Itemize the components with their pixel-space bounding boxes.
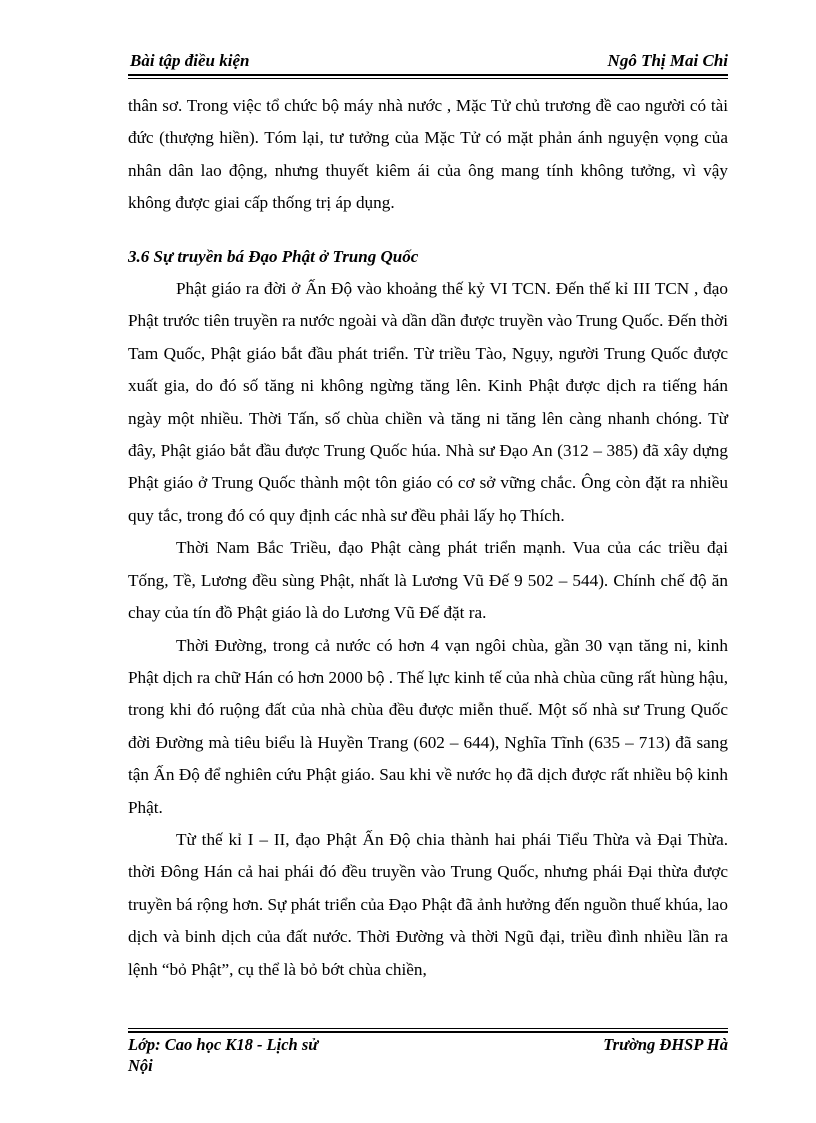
footer-school-name: Trường ĐHSP Hà <box>603 1035 728 1054</box>
footer-class-label-wrap: Nội <box>128 1056 153 1075</box>
header-rule-thick <box>128 74 728 76</box>
footer-rule-thin <box>128 1028 728 1029</box>
paragraph-thoi-duong: Thời Đường, trong cả nước có hơn 4 vạn ngôi chùa, gần 30 vạn tăng ni, kinh Phật dịch ra chữ Hán có hơn 2000 bộ . Thế lực kinh tế của nhà chùa cũng rất hùng hậu, trong khi đó ruộng đất của nhà chùa đều được miễn thuế. Một số nhà sư Trung Quốc đời Đường mà tiêu biểu là Huyền Trang (602 – 644), Nghĩa Tĩnh (635 – 713) đã sang tận Ấn Độ để nghiên cứu Phật giáo. Sau khi về nước họ đã dịch được rất nhiều bộ kinh Phật. <box>128 635 728 817</box>
paragraph-nam-bac-trieu: Thời Nam Bắc Triều, đạo Phật càng phát triển mạnh. Vua của các triều đại Tống, Tề, Lương đều sùng Phật, nhất là Lương Vũ Đế 9 502 – 544). Chính chế độ ăn chay của tín đồ Phật giáo là do Lương Vũ Đế đặt ra. <box>128 538 728 623</box>
header-course-title: Bài tập điều kiện <box>130 51 250 70</box>
section-heading: 3.6 Sự truyền bá Đạo Phật ở Trung Quốc <box>128 246 419 266</box>
paragraph-tieu-thua-dai-thua: Từ thế kỉ I – II, đạo Phật Ấn Độ chia thành hai phái Tiểu Thừa và Đại Thừa. thời Đông Hán cả hai phái đó đều truyền vào Trung Quốc, nhưng phái Đại thừa được truyền bá rộng hơn. Sự phát triển của Đạo Phật đã ảnh hưởng đến nguồn thuế khúa, lao dịch và binh dịch của đất nước. Thời Đường và thời Ngũ đại, triều đình nhiều lần ra lệnh “bỏ Phật”, cụ thể là bỏ bớt chùa chiền, <box>128 829 728 979</box>
header-rule-thin <box>128 78 728 79</box>
page-header <box>130 48 728 74</box>
paragraph-origin: Phật giáo ra đời ở Ấn Độ vào khoảng thế kỷ VI TCN. Đến thế kỉ III TCN , đạo Phật trước tiên truyền ra nước ngoài và dần dần được truyền vào Trung Quốc. Đến thời Tam Quốc, Phật giáo bắt đầu phát triển. Từ triều Tào, Ngụy, người Trung Quốc được xuất gia, do đó số tăng ni không ngừng tăng lên. Kinh Phật được dịch ra tiếng hán ngày một nhiều. Thời Tấn, số chùa chiền và tăng ni tăng lên càng nhanh chóng. Từ đây, Phật giáo bắt đầu được Trung Quốc húa. Nhà sư Đạo An (312 – 385) đã xây dựng Phật giáo ở Trung Quốc thành một tôn giáo có cơ sở vững chắc. Ông còn đặt ra nhiều quy tắc, trong đó có quy định các nhà sư đều phải lấy họ Thích. <box>128 279 728 525</box>
page-body <box>128 90 728 986</box>
header-author-name: Ngô Thị Mai Chi <box>607 51 728 70</box>
paragraph-continuation: thân sơ. Trong việc tổ chức bộ máy nhà nước , Mặc Tử chủ trương đề cao người có tài đức (thượng hiền). Tóm lại, tư tưởng của Mặc Tử có mặt phản ánh nguyện vọng của nhân dân lao động, nhưng thuyết kiêm ái của ông mang tính không tưởng, vì vậy không được giai cấp thống trị áp dụng. <box>128 96 728 213</box>
footer-class-label: Lớp: Cao học K18 - Lịch sử <box>128 1035 319 1054</box>
footer-rule-thick <box>128 1031 728 1033</box>
